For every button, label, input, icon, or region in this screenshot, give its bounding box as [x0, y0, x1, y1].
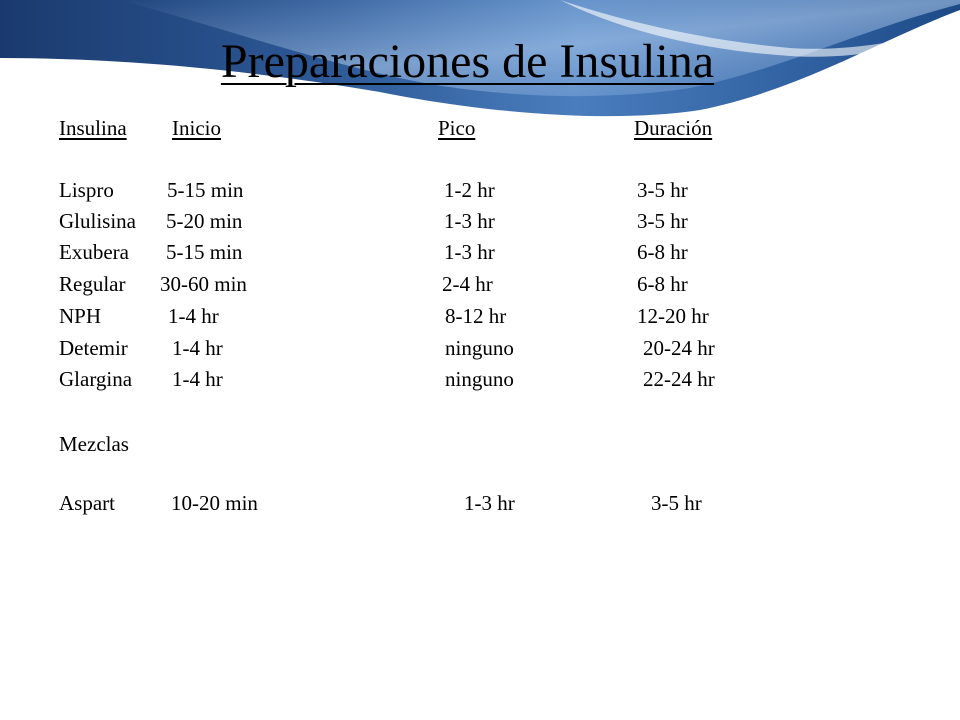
row-glargina-duracion: 22-24 hr [643, 367, 715, 391]
row-regular-inicio: 30-60 min [160, 272, 247, 296]
row-exubera-pico: 1-3 hr [444, 240, 495, 264]
row-lispro-duracion: 3-5 hr [637, 178, 688, 202]
row-detemir-name: Detemir [59, 336, 128, 360]
row-exubera-duracion: 6-8 hr [637, 240, 688, 264]
row-aspart-duracion: 3-5 hr [651, 491, 702, 515]
row-glulisina-pico: 1-3 hr [444, 209, 495, 233]
row-regular-name: Regular [59, 272, 126, 296]
row-detemir-pico: ninguno [445, 336, 514, 360]
row-glulisina-name: Glulisina [59, 209, 136, 233]
row-glargina-pico: ninguno [445, 367, 514, 391]
row-exubera-name: Exubera [59, 240, 129, 264]
row-glargina-inicio: 1-4 hr [172, 367, 223, 391]
row-nph-name: NPH [59, 304, 102, 328]
row-lispro-inicio: 5-15 min [167, 178, 244, 202]
row-exubera-inicio: 5-15 min [166, 240, 243, 264]
row-glulisina-duracion: 3-5 hr [637, 209, 688, 233]
row-aspart-pico: 1-3 hr [464, 491, 515, 515]
row-nph-duracion: 12-20 hr [637, 304, 709, 328]
row-detemir-duracion: 20-24 hr [643, 336, 715, 360]
slide-title: Preparaciones de Insulina [220, 35, 715, 88]
row-nph-inicio: 1-4 hr [168, 304, 219, 328]
header-inicio: Inicio [172, 116, 221, 140]
row-glulisina-inicio: 5-20 min [166, 209, 243, 233]
row-regular-duracion: 6-8 hr [637, 272, 688, 296]
row-detemir-inicio: 1-4 hr [172, 336, 223, 360]
row-lispro-pico: 1-2 hr [444, 178, 495, 202]
row-aspart-inicio: 10-20 min [171, 491, 258, 515]
mixes-label: Mezclas [59, 432, 129, 456]
row-aspart-name: Aspart [59, 491, 115, 515]
row-lispro-name: Lispro [59, 178, 114, 202]
row-regular-pico: 2-4 hr [442, 272, 493, 296]
row-glargina-name: Glargina [59, 367, 133, 391]
header-duracion: Duración [634, 116, 713, 140]
row-nph-pico: 8-12 hr [445, 304, 507, 328]
header-pico: Pico [438, 116, 476, 140]
header-insulina: Insulina [59, 116, 127, 140]
